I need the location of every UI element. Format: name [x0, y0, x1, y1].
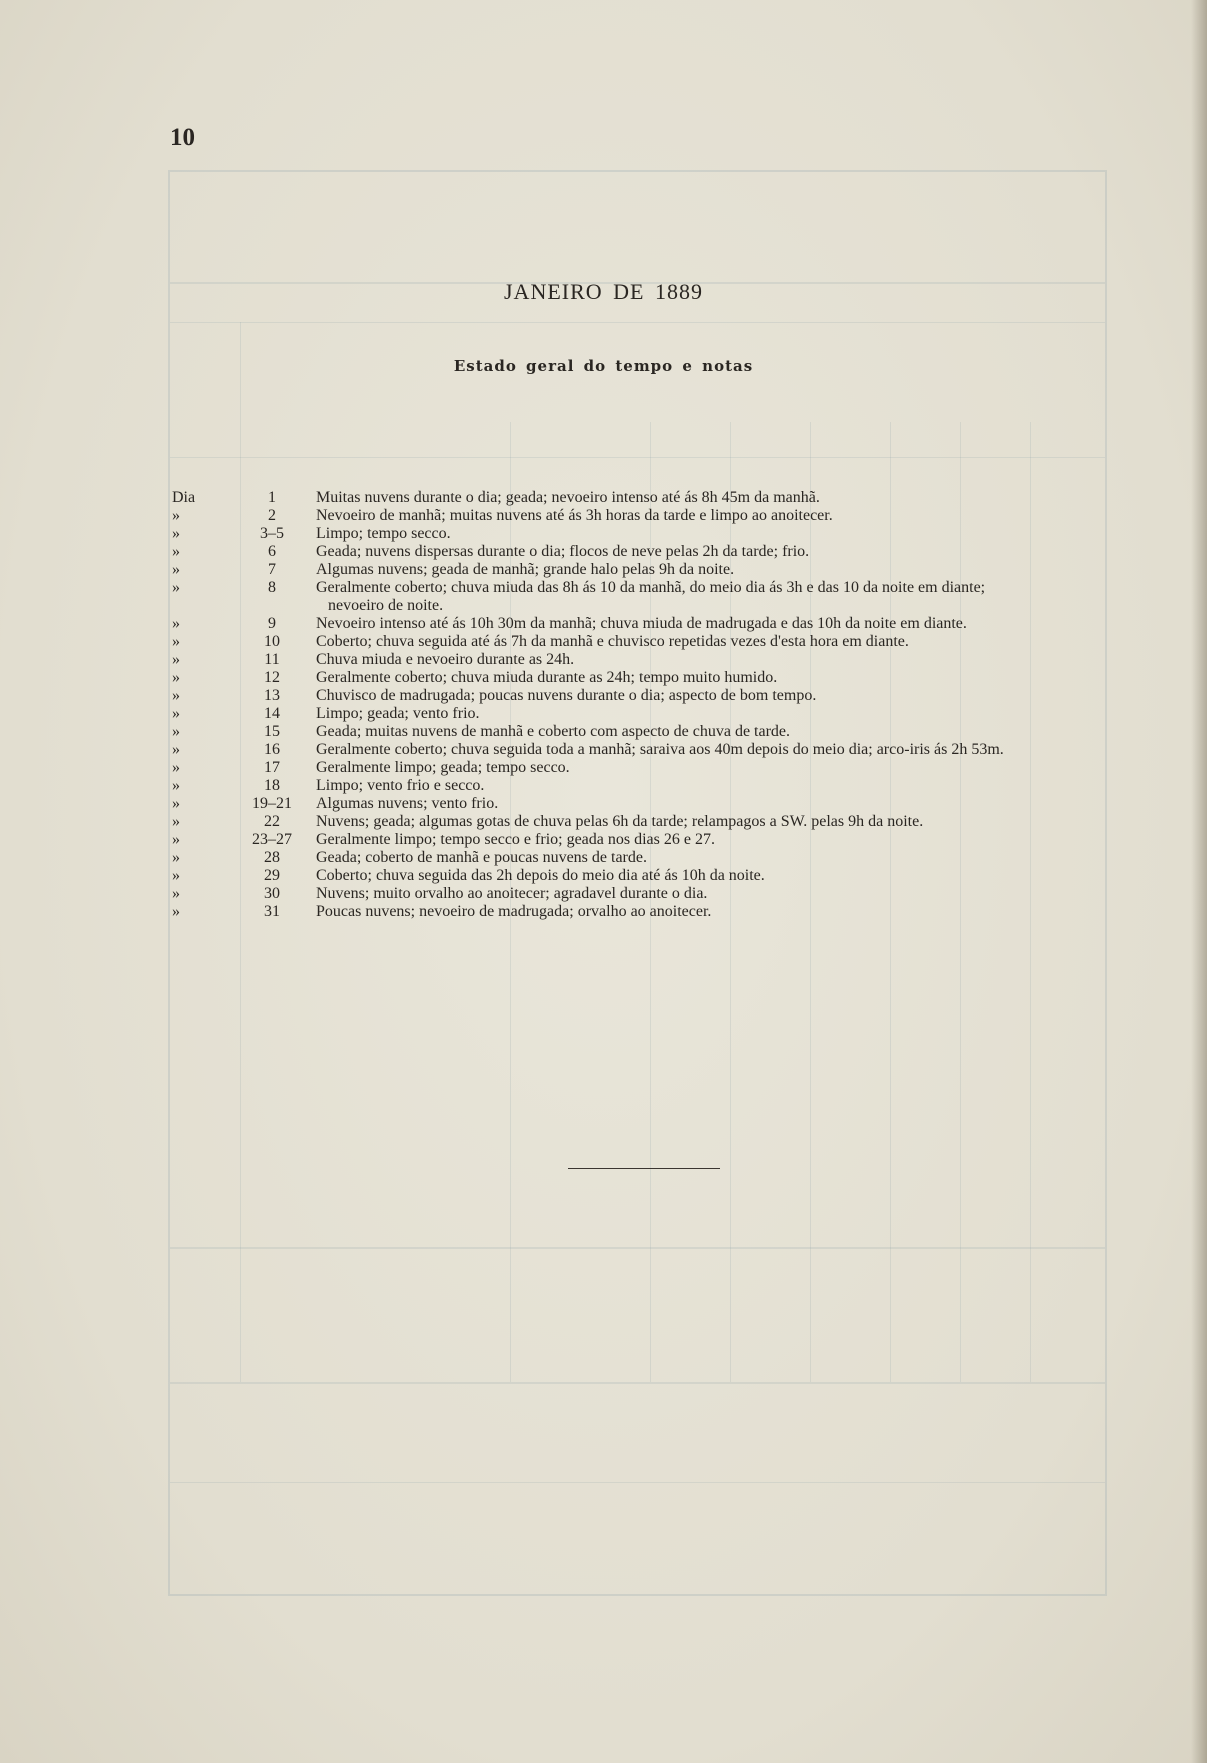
weather-note-line: Geralmente coberto; chuva miuda das 8h ás 10 da manhã, do meio dia ás 3h e das 10 da noite em diante;: [316, 579, 986, 596]
list-item: [170, 633, 1120, 651]
list-item: [170, 777, 1120, 795]
ditto-mark: »: [172, 885, 180, 902]
day-number: 1: [268, 489, 276, 506]
weather-note: [316, 579, 1110, 615]
page-title: JANEIRO DE 1889: [504, 279, 703, 304]
ditto-mark: »: [172, 831, 180, 848]
list-item: [170, 525, 1120, 543]
list-item: [170, 669, 1120, 687]
ditto-mark: »: [172, 651, 180, 668]
day-number: 13: [264, 687, 280, 704]
section-title: Estado geral do tempo e notas: [453, 357, 754, 375]
ditto-mark: »: [172, 507, 180, 524]
day-number: 29: [264, 867, 280, 884]
weather-note: Algumas nuvens; vento frio.: [316, 795, 499, 812]
day-number: 28: [264, 849, 280, 866]
weather-note: Poucas nuvens; nevoeiro de madrugada; orvalho ao anoitecer.: [316, 903, 712, 920]
weather-note: Geralmente limpo; tempo secco e frio; geada nos dias 26 e 27.: [316, 831, 715, 848]
ditto-mark: »: [172, 669, 180, 686]
ditto-mark: »: [172, 579, 180, 596]
ditto-mark: »: [172, 849, 180, 866]
day-number: 30: [264, 885, 280, 902]
list-item: [170, 867, 1120, 885]
weather-note-continuation: nevoeiro de noite.: [328, 597, 444, 614]
day-number: 16: [264, 741, 280, 758]
list-item: [170, 885, 1120, 903]
list-item: [170, 831, 1120, 849]
ditto-mark: »: [172, 633, 180, 650]
weather-note: Nevoeiro intenso até ás 10h 30m da manhã; chuva miuda de madrugada e das 10h da noite em diante.: [316, 615, 967, 632]
day-number: 15: [264, 723, 280, 740]
weather-note: Geada; coberto de manhã e poucas nuvens de tarde.: [316, 849, 647, 866]
weather-note: Geralmente limpo; geada; tempo secco.: [316, 759, 570, 776]
day-number: 14: [264, 705, 280, 722]
weather-note: Limpo; geada; vento frio.: [316, 705, 480, 722]
weather-note: Nevoeiro de manhã; muitas nuvens até ás 3h horas da tarde e limpo ao anoitecer.: [316, 507, 833, 524]
day-number: 18: [264, 777, 280, 794]
ditto-mark: »: [172, 615, 180, 632]
row-label: Dia: [172, 489, 196, 506]
ditto-mark: »: [172, 777, 180, 794]
weather-note: Coberto; chuva seguida até ás 7h da manhã e chuvisco repetidas vezes d'esta hora em diante.: [316, 633, 909, 650]
list-item: [170, 741, 1120, 759]
weather-note: Algumas nuvens; geada de manhã; grande halo pelas 9h da noite.: [316, 561, 735, 578]
list-item: [170, 579, 1120, 615]
ditto-mark: »: [172, 723, 180, 740]
page-edge-shadow: [1191, 0, 1207, 1763]
weather-note: Coberto; chuva seguida das 2h depois do meio dia até ás 10h da noite.: [316, 867, 765, 884]
day-number: 22: [264, 813, 280, 830]
ditto-mark: »: [172, 687, 180, 704]
list-item: [170, 723, 1120, 741]
list-item: [170, 651, 1120, 669]
ditto-mark: »: [172, 561, 180, 578]
day-number: 6: [268, 543, 276, 560]
day-number: 31: [264, 903, 280, 920]
day-number: 10: [264, 633, 280, 650]
weather-note: Limpo; tempo secco.: [316, 525, 451, 542]
weather-note: Chuva miuda e nevoeiro durante as 24h.: [316, 651, 575, 668]
ditto-mark: »: [172, 795, 180, 812]
list-item: [170, 813, 1120, 831]
list-item: [170, 507, 1120, 525]
day-number: 3–5: [260, 525, 284, 542]
ditto-mark: »: [172, 867, 180, 884]
list-item: [170, 561, 1120, 579]
day-number: 8: [268, 579, 276, 596]
ditto-mark: »: [172, 903, 180, 920]
day-number: 23–27: [252, 831, 292, 848]
weather-note: Nuvens; muito orvalho ao anoitecer; agradavel durante o dia.: [316, 885, 708, 902]
weather-note: Chuvisco de madrugada; poucas nuvens durante o dia; aspecto de bom tempo.: [316, 687, 817, 704]
day-number: 7: [268, 561, 276, 578]
list-item: [170, 849, 1120, 867]
day-number: 9: [268, 615, 276, 632]
ditto-mark: »: [172, 543, 180, 560]
page-number: 10: [170, 124, 195, 151]
ditto-mark: »: [172, 741, 180, 758]
weather-notes-list: [170, 489, 1120, 921]
list-item: [170, 687, 1120, 705]
list-item: [170, 489, 1120, 507]
list-item: [170, 543, 1120, 561]
closing-rule: [568, 1168, 720, 1169]
list-item: [170, 903, 1120, 921]
list-item: [170, 615, 1120, 633]
weather-note: Geada; nuvens dispersas durante o dia; flocos de neve pelas 2h da tarde; frio.: [316, 543, 810, 560]
weather-note: Nuvens; geada; algumas gotas de chuva pelas 6h da tarde; relampagos a SW. pelas 9h da noite.: [316, 813, 924, 830]
list-item: [170, 759, 1120, 777]
ditto-mark: »: [172, 705, 180, 722]
weather-note: Geada; muitas nuvens de manhã e coberto com aspecto de chuva de tarde.: [316, 723, 791, 740]
weather-note: Limpo; vento frio e secco.: [316, 777, 485, 794]
weather-note: Geralmente coberto; chuva seguida toda a manhã; saraiva aos 40m depois do meio dia; arco-iris ás 2h 53m.: [316, 741, 1004, 758]
ditto-mark: »: [172, 759, 180, 776]
day-number: 2: [268, 507, 276, 524]
weather-note: Muitas nuvens durante o dia; geada; nevoeiro intenso até ás 8h 45m da manhã.: [316, 489, 820, 506]
ditto-mark: »: [172, 525, 180, 542]
day-number: 12: [264, 669, 280, 686]
day-number: 19–21: [252, 795, 292, 812]
weather-note: Geralmente coberto; chuva miuda durante as 24h; tempo muito humido.: [316, 669, 778, 686]
list-item: [170, 705, 1120, 723]
list-item: [170, 795, 1120, 813]
day-number: 17: [264, 759, 280, 776]
day-number: 11: [264, 651, 280, 668]
ditto-mark: »: [172, 813, 180, 830]
